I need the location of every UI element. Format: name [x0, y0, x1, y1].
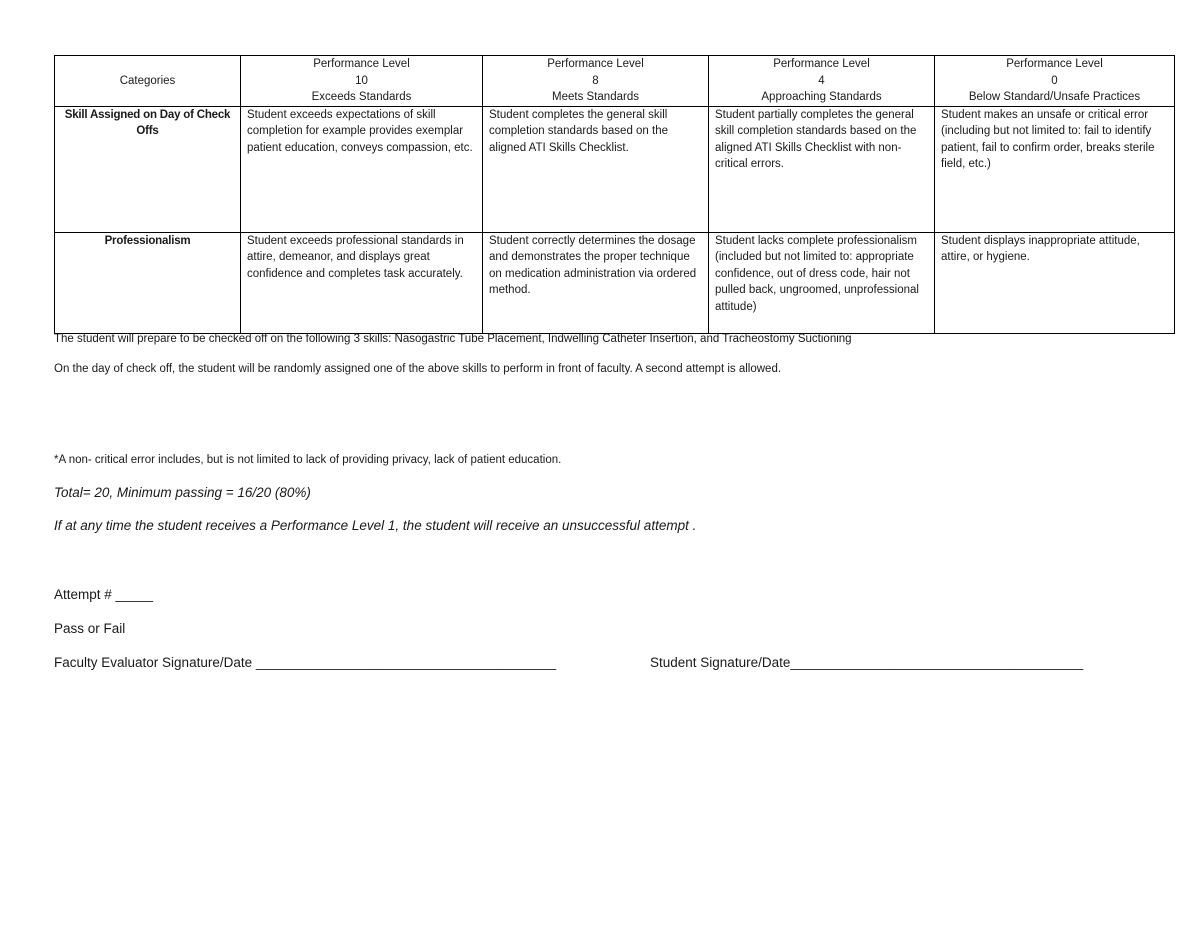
table-cell: Student exceeds expectations of skill completion for example provides exemplar patient education, conveys compassion, etc.	[241, 106, 483, 232]
table-cell: Student partially completes the general skill completion standards based on the aligned ATI Skills Checklist with non- critical errors.	[709, 106, 935, 232]
header-level-score: 0	[1051, 74, 1058, 87]
header-level-label: Performance Level	[1006, 58, 1103, 70]
skills-note: The student will prepare to be checked off on the following 3 skills: Nasogastric Tube Placement, Indwelling Catheter Insertion, and Tracheostomy Suctioning	[54, 333, 852, 345]
assignment-note: On the day of check off, the student will be randomly assigned one of the above skills to perform in front of faculty. A second attempt is allowed.	[54, 363, 782, 375]
table-cell: Student completes the general skill completion standards based on the aligned ATI Skills Checklist.	[483, 106, 709, 232]
table-cell: Student exceeds professional standards in attire, demeanor, and displays great confidence and completes task accurately.	[241, 232, 483, 333]
header-level-0	[935, 56, 1175, 107]
header-level-8	[483, 56, 709, 107]
table-cell: Student correctly determines the dosage and demonstrates the proper technique on medication administration via ordered method.	[483, 232, 709, 333]
header-level-standard: Exceeds Standards	[311, 91, 412, 103]
header-level-10	[241, 56, 483, 107]
performance-warning: If at any time the student receives a Performance Level 1, the student will receive an unsuccessful attempt .	[54, 518, 697, 533]
faculty-signature-field: Faculty Evaluator Signature/Date ________________________________________	[54, 655, 557, 670]
header-level-score: 8	[592, 74, 599, 87]
header-level-standard: Below Standard/Unsafe Practices	[968, 91, 1141, 103]
header-level-standard: Meets Standards	[552, 91, 639, 103]
total-score-note: Total= 20, Minimum passing = 16/20 (80%)	[54, 485, 311, 500]
table-row	[55, 106, 1175, 232]
header-level-label: Performance Level	[773, 58, 870, 70]
row-category: Skill Assigned on Day of Check Offs	[55, 106, 241, 232]
attempt-field: Attempt # _____	[54, 587, 154, 602]
header-level-label: Performance Level	[313, 58, 410, 70]
header-categories	[55, 56, 241, 107]
rubric-table	[54, 55, 1175, 334]
header-level-standard: Approaching Standards	[761, 91, 882, 103]
table-cell: Student displays inappropriate attitude, attire, or hygiene.	[935, 232, 1175, 333]
error-footnote: *A non- critical error includes, but is not limited to lack of providing privacy, lack of patient education.	[54, 454, 562, 466]
header-categories-label: Categories	[119, 74, 176, 87]
header-level-score: 10	[355, 74, 368, 87]
table-row	[55, 232, 1175, 333]
header-level-score: 4	[818, 74, 825, 87]
table-cell: Student lacks complete professionalism (included but not limited to: appropriate confidence, out of dress code, hair not pulled back, ungroomed, unprofessional attitude)	[709, 232, 935, 333]
table-cell: Student makes an unsafe or critical error (including but not limited to: fail to identify patient, fail to confirm order, breaks sterile field, etc.)	[935, 106, 1175, 232]
student-signature-field: Student Signature/Date_______________________________________	[650, 655, 1084, 670]
header-level-label: Performance Level	[547, 58, 644, 70]
header-level-4	[709, 56, 935, 107]
rubric-header-row	[55, 56, 1175, 107]
pass-fail-field: Pass or Fail	[54, 621, 126, 636]
row-category: Professionalism	[55, 232, 241, 333]
